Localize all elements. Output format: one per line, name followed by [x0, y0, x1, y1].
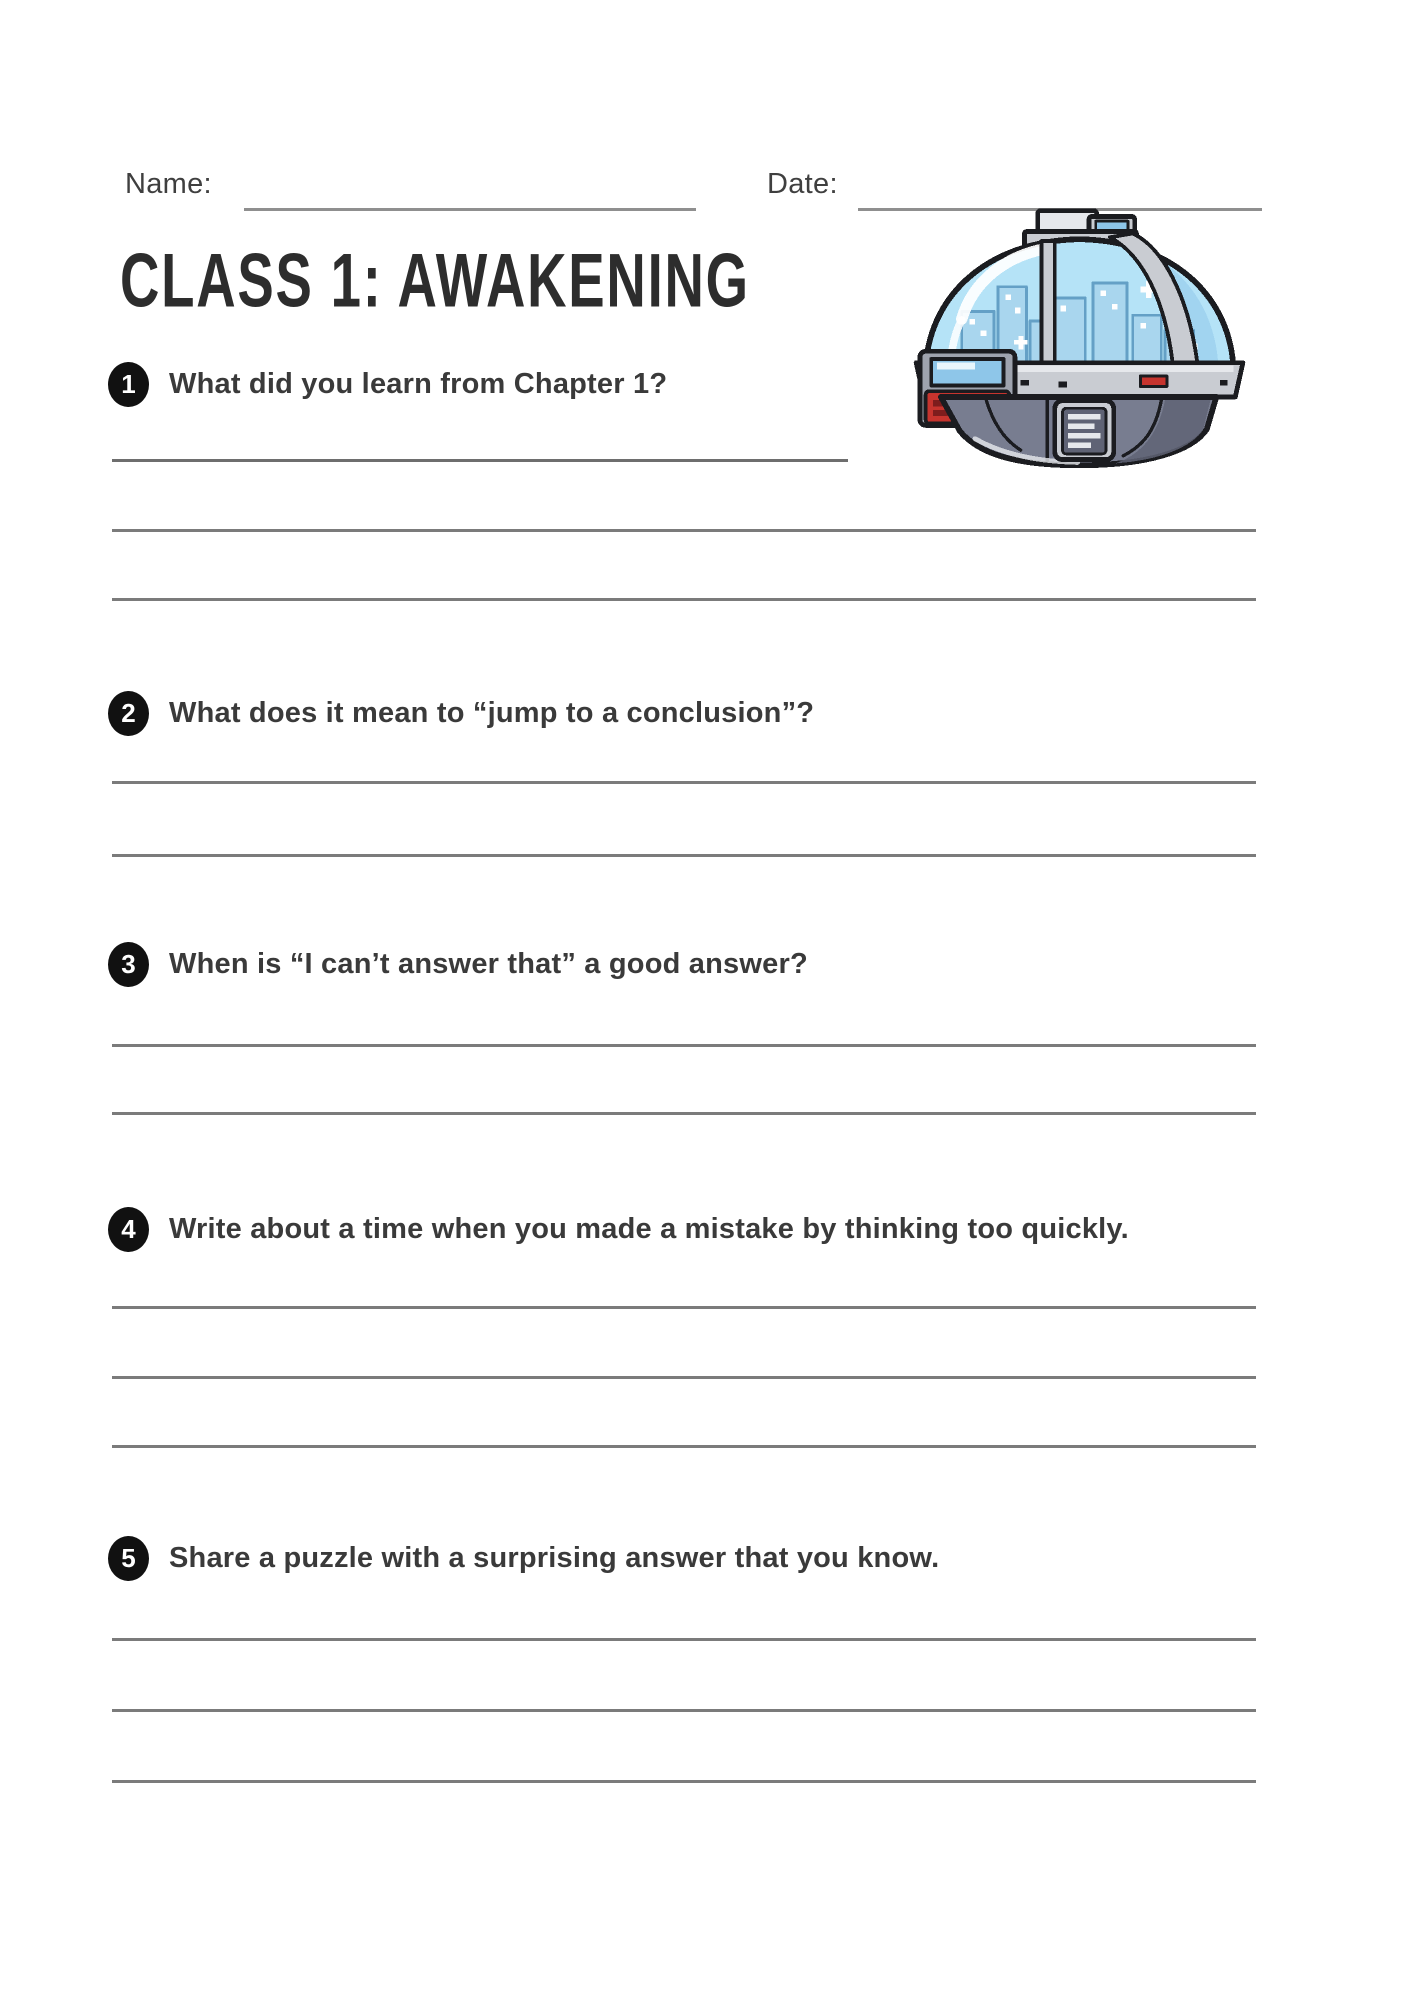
answer-line: [112, 781, 1256, 784]
answer-line: [112, 1376, 1256, 1379]
answer-line: [112, 1044, 1256, 1047]
question-2-text: What does it mean to “jump to a conclusion”?: [169, 696, 815, 729]
answer-line: [112, 1709, 1256, 1712]
answer-line: [112, 1306, 1256, 1309]
dome-illustration: [898, 205, 1262, 471]
answer-line: [112, 854, 1256, 857]
answer-line: [112, 1112, 1256, 1115]
name-blank-line: [244, 208, 696, 211]
page-title: CLASS 1: AWAKENING: [120, 239, 750, 324]
question-row-4: [108, 1206, 1129, 1252]
answer-line: [112, 1780, 1256, 1783]
question-row-2: [108, 690, 814, 736]
question-4-number-badge: 4: [108, 1207, 149, 1252]
question-row-1: [108, 361, 667, 407]
answer-line: [112, 598, 1256, 601]
name-label: Name:: [125, 168, 212, 200]
question-5-number-badge: 5: [108, 1536, 149, 1581]
date-label: Date:: [767, 168, 838, 200]
answer-line: [112, 1638, 1256, 1641]
answer-line: [112, 1445, 1256, 1448]
question-5-text: Share a puzzle with a surprising answer that you know.: [169, 1541, 940, 1574]
answer-line: [112, 529, 1256, 532]
question-3-number-badge: 3: [108, 942, 149, 987]
answer-line: [112, 459, 848, 462]
question-1-number-badge: 1: [108, 362, 149, 407]
question-4-text: Write about a time when you made a mistake by thinking too quickly.: [169, 1212, 1129, 1245]
question-row-5: [108, 1535, 939, 1581]
question-1-text: What did you learn from Chapter 1?: [169, 367, 668, 400]
question-2-number-badge: 2: [108, 691, 149, 736]
city-dome-icon: [898, 205, 1262, 471]
question-3-text: When is “I can’t answer that” a good answer?: [169, 947, 808, 980]
question-row-3: [108, 941, 808, 987]
